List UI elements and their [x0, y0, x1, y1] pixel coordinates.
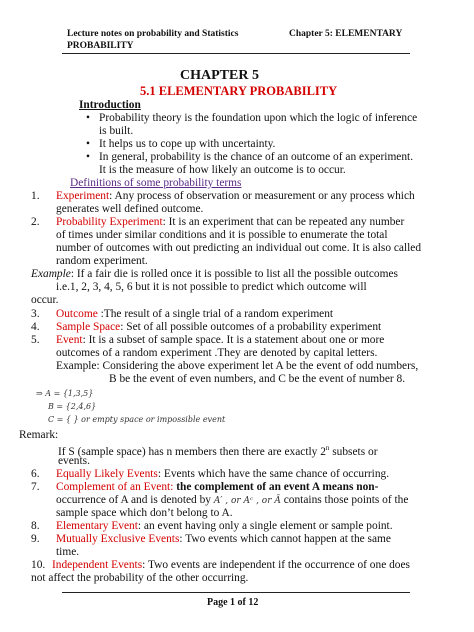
def1-term: Experiment	[56, 190, 110, 202]
def3-line1	[56, 308, 333, 321]
def2-line2: of times under similar conditions and it is possible to enumerate the total	[56, 229, 388, 241]
def4-term: Sample Space	[56, 321, 121, 333]
def8-term: Elementary Event	[56, 520, 138, 532]
def2-term: Probability Experiment	[56, 216, 163, 228]
def1-text: : Any process of observation or measurement or any process which	[109, 190, 415, 202]
math-line-a: ⇒ A = {1,3,5}	[36, 389, 94, 398]
intro-bullet-1-line1: Probability theory is the foundation upon which the logic of inference	[99, 112, 418, 124]
math-line-b: B = {2,4,6}	[48, 402, 97, 411]
page-number: Page 1 of 12	[207, 597, 259, 608]
def9-number: 9.	[31, 533, 40, 545]
def7-term: Complement of an Event:	[56, 481, 174, 493]
bullet-icon: •	[86, 138, 90, 150]
def9-text: : Two events which cannot happen at the same	[179, 533, 391, 545]
def9-line1	[56, 533, 391, 546]
def3-text: :The result of a single trial of a random experiment	[97, 308, 334, 320]
intro-heading: Introduction	[79, 99, 141, 111]
def5-text: : It is a subset of sample space. It is a statement about one or more	[82, 334, 385, 346]
def4-number: 4.	[31, 321, 40, 333]
section-title: 5.1 ELEMENTARY PROBABILITY	[140, 84, 338, 98]
intro-bullet-3-line1: In general, probability is the chance of an outcome of an experiment.	[99, 151, 414, 163]
def10-term: Independent Events	[52, 559, 143, 571]
def7-number: 7.	[31, 481, 40, 493]
def2-text: : It is an experiment that can be repeated any number	[162, 216, 405, 228]
example1-text: : If a fair die is rolled once it is possible to list all the possible outcomes	[70, 268, 398, 280]
header-left-line1: Lecture notes on probability and Statistics	[67, 29, 239, 39]
remark-label: Remark:	[19, 429, 59, 441]
def7-text-b: contains those points of the	[280, 494, 409, 506]
intro-bullet-3-line2: It is the measure of how likely an outcome is to occur.	[99, 164, 346, 176]
def9-line2: time.	[56, 546, 80, 558]
def7-bold-text: the complement of an event A means non-	[173, 481, 379, 493]
remark-line1	[58, 442, 377, 459]
def1-line1	[56, 190, 415, 203]
def3-term: Outcome	[56, 308, 98, 320]
def8-number: 8.	[31, 520, 40, 532]
def7-line2	[56, 494, 408, 508]
example1-label: Example	[31, 268, 71, 280]
def3-number: 3.	[31, 308, 40, 320]
math-line-c: C = { } or empty space or impossible event	[48, 415, 226, 424]
definitions-heading: Definitions of some probability terms	[70, 177, 242, 189]
def2-line1	[56, 216, 404, 229]
def5-number: 5.	[31, 334, 40, 346]
def6-term: Equally Likely Events	[56, 468, 158, 480]
def7-line1	[56, 481, 378, 494]
def8-text: : an event having only a single element or sample point.	[137, 520, 393, 532]
def5-line2: outcomes of a random experiment .They are denoted by capital letters.	[56, 347, 378, 359]
def9-term: Mutually Exclusive Events	[56, 533, 180, 545]
header-rule	[62, 53, 410, 54]
def1-number: 1.	[31, 190, 40, 202]
def2-number: 2.	[31, 216, 40, 228]
def8-line1	[56, 520, 393, 533]
bullet-icon: •	[86, 112, 90, 124]
example1-line1	[31, 268, 398, 281]
def2-line4: random experiment.	[56, 255, 148, 267]
footer-rule	[62, 592, 410, 593]
example1-line2: i.e.1, 2, 3, 4, 5, 6 but it is not possible to predict which outcome will	[56, 281, 367, 293]
def6-number: 6.	[31, 468, 40, 480]
remark-line2: events.	[58, 455, 90, 467]
def6-text: : Events which have the same chance of occurring.	[157, 468, 390, 480]
def7-line3: sample space which don’t belong to A.	[56, 507, 233, 519]
def6-line1	[56, 468, 389, 481]
def5-line1	[56, 334, 384, 347]
def1-line2: generates well defined outcome.	[56, 203, 204, 215]
remark-text-b: subsets or	[329, 445, 378, 458]
def5-term: Event	[56, 334, 83, 346]
def4-text: : Set of all possible outcomes of a probability experiment	[120, 321, 382, 333]
def5-line4: B be the event of even numbers, and C be the event of number 8.	[109, 373, 406, 385]
def5-line3: Example: Considering the above experiment let A be the event of odd numbers,	[56, 360, 419, 372]
bullet-icon: •	[86, 151, 90, 163]
def10-number: 10.	[31, 559, 46, 571]
def7-text-a: occurrence of A and is denoted by	[56, 494, 214, 506]
def2-line3: number of outcomes with out predicting an individual out come. It is also called	[56, 242, 422, 254]
def4-line1	[56, 321, 381, 334]
intro-bullet-1-line2: is built.	[99, 125, 134, 137]
remark-text-a: If S (sample space) has n members then there are exactly 2	[58, 445, 326, 458]
header-right: Chapter 5: ELEMENTARY	[289, 29, 403, 39]
chapter-title: CHAPTER 5	[180, 68, 259, 83]
header-left-line2: PROBABILITY	[67, 41, 134, 51]
example1-line3: occur.	[31, 294, 59, 306]
intro-bullet-2: It helps us to cope up with uncertainty.	[99, 138, 276, 150]
def10-line2: not affect the probability of the other occurring.	[31, 572, 249, 584]
def10-line1	[52, 559, 410, 572]
def7-math: A′ , or Aᶜ , or Ā	[213, 496, 281, 506]
remark-superscript: n	[325, 444, 330, 452]
def10-text: : Two events are independent if the occurrence of one does	[142, 559, 410, 571]
